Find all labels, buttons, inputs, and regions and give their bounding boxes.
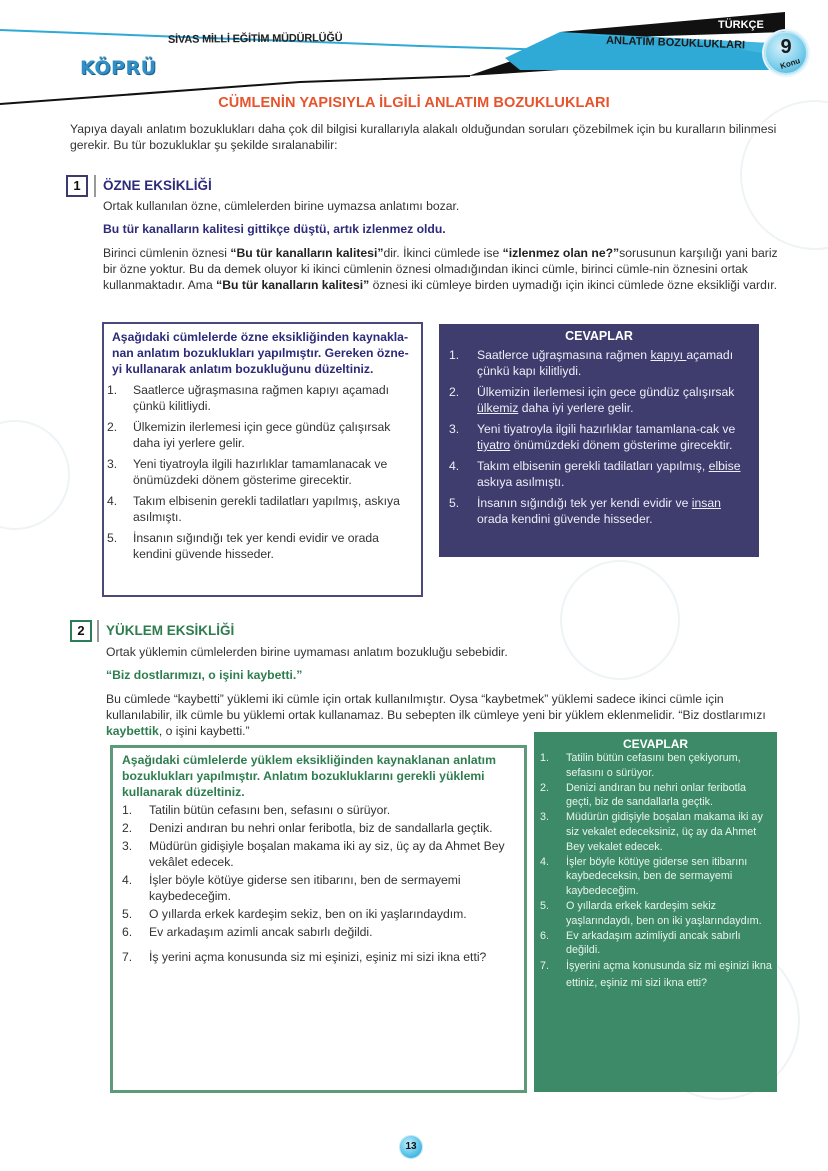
example-sentence: “Biz dostlarımızı, o işini kaybetti.” — [106, 668, 303, 682]
item-text: İnsanın sığındığı tek yer kendi evidir ve orada kendini güvende hisseder. — [133, 531, 379, 561]
answer-underlined: kapıyı — [650, 348, 687, 362]
subject-label: TÜRKÇE — [718, 19, 764, 31]
page-number: 13 — [399, 1135, 423, 1159]
answer-text: Yeni tiyatroyla ilgili hazırlıklar tamamlana-cak ve — [477, 422, 736, 436]
explanation-quote: “Bu tür kanalların kalitesi” — [216, 278, 370, 292]
exercise-box — [102, 322, 423, 597]
item-text — [477, 495, 753, 527]
exercise-item — [113, 949, 524, 965]
item-number: 4. — [449, 459, 460, 473]
answer-item — [534, 751, 777, 781]
exercise-item — [113, 802, 524, 818]
item-number: 6. — [540, 929, 550, 942]
item-text — [477, 347, 753, 379]
item-text: Denizi andıran bu nehri onlar feribotla, biz de sandallarla geçtik. — [149, 821, 493, 835]
explanation-text: dir. İkinci cümlede ise — [383, 246, 503, 260]
answer-item — [534, 781, 777, 811]
organization-name: SİVAS MİLLİ EĞİTİM MÜDÜRLÜĞÜ — [167, 32, 343, 46]
item-number: 7. — [540, 960, 550, 973]
section-divider — [94, 175, 96, 197]
background-doodle — [0, 420, 70, 530]
section-definition: Ortak kullanılan özne, cümlelerden birine uymazsa anlatımı bozar. — [103, 199, 460, 213]
answer-underlined: ülkemiz — [477, 401, 519, 415]
item-number: 5. — [449, 496, 460, 510]
answer-item — [439, 495, 759, 527]
answers-list — [439, 347, 759, 527]
item-text: Ülkemizin ilerlemesi için gece gündüz çalışırsak daha iyi yerlere gelir. — [133, 420, 391, 450]
item-number: 3. — [449, 422, 460, 436]
answer-item — [534, 929, 777, 959]
item-number: 5. — [107, 531, 118, 545]
answer-text: orada kendini güvende hisseder. — [477, 512, 653, 526]
page-header — [0, 0, 828, 110]
exercise-instruction: Aşağıdaki cümlelerde yüklem eksikliğinden kaynaklanan anlatım bozuklukları yapılmıştır. Anlatım bozukluklarını gerekli yüklemi kullanarak düzeltiniz. — [122, 753, 496, 799]
exercise-item — [104, 419, 421, 451]
unit-label: Konu — [779, 56, 802, 71]
item-text: Yeni tiyatroyla ilgili hazırlıklar tamamlanacak ve önümüzdeki dönem gösterime girecektir. — [133, 457, 388, 487]
item-number: 7. — [122, 950, 133, 964]
item-text — [477, 421, 753, 453]
item-text: İşyerini açma konusunda siz mi eşinizi ikna ettiniz, eşiniz mi sizi ikna etti? — [566, 960, 772, 990]
answer-item — [534, 810, 777, 854]
exercise-item — [113, 906, 524, 922]
exercise-item — [113, 872, 524, 904]
item-number: 5. — [122, 907, 133, 921]
unit-badge — [764, 31, 808, 75]
explanation-text: Bu cümlede “kaybetti” yüklemi iki cümle için ortak kullanılmıştır. Oysa “kaybetmek” yüklemi sadece ikinci cümle için kullanılabilir, ilk cümle bu yüklemi ortak kullanamaz. Bu sebepten ilk cümleye yeni bir yüklem eklenmelidir. “Biz dostlarımızı — [106, 692, 766, 722]
answer-item — [439, 458, 759, 490]
explanation-highlight: kaybettik — [106, 724, 159, 738]
exercise-item — [113, 838, 524, 870]
answer-item — [534, 958, 777, 992]
section-number-badge: 1 — [66, 175, 88, 197]
header-banner-graphic — [0, 0, 828, 110]
answer-item — [439, 421, 759, 453]
item-text: Tatilin bütün cefasını ben, sefasını o sürüyor. — [149, 803, 391, 817]
item-number: 1. — [107, 383, 118, 397]
exercise-list — [104, 382, 421, 562]
exercise-list — [113, 802, 524, 965]
item-text: Takım elbisenin gerekli tadilatları yapılmış, askıya asılmıştı. — [133, 494, 400, 524]
item-number: 5. — [540, 899, 550, 912]
exercise-item — [104, 493, 421, 525]
item-text: Saatlerce uğraşmasına rağmen kapıyı açamadı çünkü kilitliydi. — [133, 383, 390, 413]
explanation-text: öznesi iki cümleye birden uymadığı için ikinci cümlede özne eksikliği vardır. — [369, 278, 777, 292]
item-text: İş yerini açma konusunda siz mi eşinizi, eşiniz mi sizi ikna etti? — [149, 950, 487, 964]
exercise-item — [113, 924, 524, 940]
answer-underlined: insan — [691, 496, 721, 510]
item-text: Müdürün gidişiyle boşalan makama iki ay siz vekalet edeceksiniz, üç ay da Ahmet Bey vekalet edecek. — [566, 811, 763, 853]
item-number: 2. — [540, 781, 550, 794]
exercise-box — [110, 745, 527, 1093]
answer-text: Takım elbisenin gerekli tadilatları yapılmış, — [477, 459, 709, 473]
item-text: Denizi andıran bu nehri onlar feribotla geçti, biz de sandallarla geçtik. — [566, 781, 747, 809]
exercise-item — [104, 382, 421, 414]
answers-list — [534, 751, 777, 992]
answer-text: daha iyi yerlere gelir. — [518, 401, 634, 415]
item-number: 2. — [107, 420, 118, 434]
item-text: İşler böyle kötüye giderse sen itibarını kaybedeceksin, ben de sermayemi kaybedeceğim. — [566, 855, 748, 898]
item-text — [477, 458, 753, 490]
explanation-text: , o işini kaybetti.” — [158, 724, 250, 738]
item-text: O yıllarda erkek kardeşim sekiz, ben on iki yaşlarındaydım. — [149, 907, 467, 921]
answer-item — [534, 855, 777, 899]
item-number: 6. — [122, 925, 133, 939]
kopru-logo: KÖPRÜ — [80, 57, 157, 79]
section-title: ÖZNE EKSİKLİĞİ — [103, 178, 212, 193]
item-number: 3. — [107, 457, 118, 471]
item-number: 3. — [540, 811, 550, 824]
answer-item — [534, 899, 777, 929]
item-number: 1. — [449, 348, 460, 362]
intro-paragraph: Yapıya dayalı anlatım bozuklukları daha çok dil bilgisi kurallarıyla alakalı olduğundan soruları çözebilmek için bu kuralların bilinmesi gerekir. Bu tür bozukluklar şu şekilde sıralanabilir: — [70, 122, 777, 152]
unit-number: 9 — [780, 36, 792, 58]
item-number: 4. — [122, 873, 133, 887]
answer-text: Saatlerce uğraşmasına rağmen — [477, 348, 651, 362]
item-text: İşler böyle kötüye giderse sen itibarını, ben de sermayemi kaybedeceğim. — [149, 873, 461, 903]
exercise-item — [113, 820, 524, 836]
explanation-quote: “Bu tür kanalların kalitesi” — [230, 246, 384, 260]
answers-box — [534, 732, 777, 1092]
exercise-item — [104, 456, 421, 488]
explanation-quote: “izlenmez olan ne?” — [502, 246, 620, 260]
item-number: 2. — [122, 821, 133, 835]
section-explanation — [103, 245, 779, 293]
background-doodle — [560, 560, 680, 680]
item-number: 1. — [122, 803, 133, 817]
section-divider — [97, 620, 99, 642]
answer-item — [439, 347, 759, 379]
answers-heading: CEVAPLAR — [622, 737, 689, 751]
item-text: Ev arkadaşım azimliydi ancak sabırlı değildi. — [566, 929, 741, 957]
answer-text: askıya asılmıştı. — [477, 475, 565, 489]
explanation-text: Birinci cümlenin öznesi — [103, 246, 231, 260]
answer-text: Ülkemizin ilerlemesi için gece gündüz çalışırsak — [477, 385, 735, 399]
item-text: Tatilin bütün cefasını ben çekiyorum, sefasını o sürüyor. — [566, 752, 741, 779]
answer-item — [439, 384, 759, 416]
item-number: 4. — [107, 494, 118, 508]
topic-label: ANLATIM BOZUKLUKLARI — [605, 34, 746, 52]
section-definition: Ortak yüklemin cümlelerden birine uymaması anlatım bozukluğu sebebidir. — [106, 645, 508, 659]
exercise-instruction: Aşağıdaki cümlelerde özne eksikliğinden kaynakla-nan anlatım bozuklukları yapılmıştır. Gereken özne-yi kullanarak anlatım bozukluğunu düzeltiniz. — [112, 330, 409, 376]
answers-box — [439, 324, 759, 557]
item-number: 4. — [540, 855, 550, 868]
example-sentence: Bu tür kanalların kalitesi gittikçe düştü, artık izlenmez oldu. — [103, 222, 446, 236]
answer-underlined: elbise — [708, 459, 741, 473]
section-number-badge: 2 — [70, 620, 92, 642]
item-text — [477, 384, 753, 416]
exercise-item — [104, 530, 421, 562]
answers-heading: CEVAPLAR — [565, 329, 633, 343]
answer-text: önümüzdeki dönem gösterime girecektir. — [510, 438, 733, 452]
page-title: CÜMLENİN YAPISIYLA İLGİLİ ANLATIM BOZUKLUKLARI — [218, 95, 610, 111]
section-title: YÜKLEM EKSİKLİĞİ — [106, 623, 235, 638]
item-number: 2. — [449, 385, 460, 399]
item-number: 3. — [122, 839, 133, 853]
item-text: Müdürün gidişiyle boşalan makama iki ay siz, üç ay da Ahmet Bey vekâlet edecek. — [149, 839, 505, 869]
item-text: O yıllarda erkek kardeşim sekiz yaşlarındaydı, ben on iki yaşlarındaydım. — [566, 899, 762, 927]
item-text: Ev arkadaşım azimli ancak sabırlı değildi. — [149, 925, 373, 939]
answer-underlined: tiyatro — [477, 438, 511, 452]
answer-text: açamadı çünkü kapı kilitliydi. — [477, 348, 734, 378]
answer-text: İnsanın sığındığı tek yer kendi evidir ve — [477, 496, 692, 510]
item-number: 1. — [540, 752, 550, 764]
explanation-text: sorusunun karşılığı yani bariz bir özne yoktur. Bu da demek oluyor ki ikinci cümlenin öznesi olmadığından ikinci cümle, birinci cümle-nin öznesini ortak kullanmaktadır. Ama — [103, 246, 778, 292]
